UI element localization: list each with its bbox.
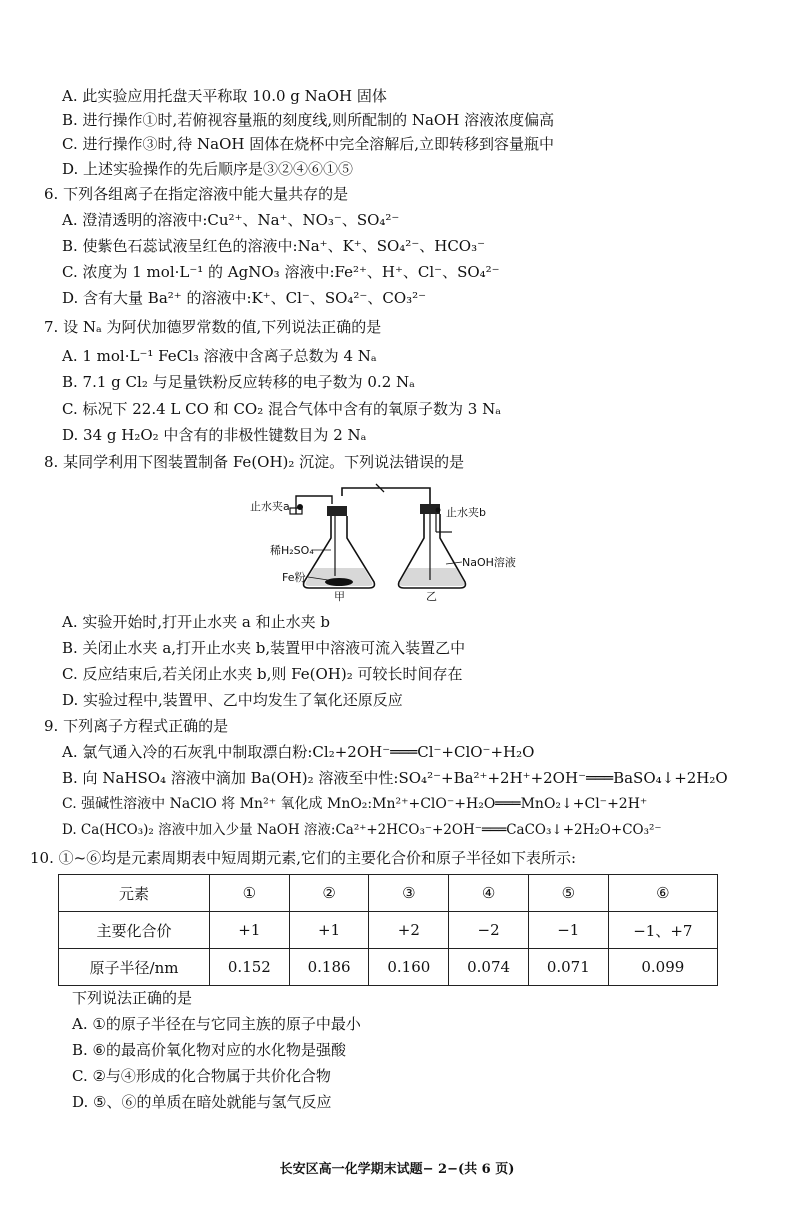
naoh-liquid (400, 568, 465, 586)
q6-option-c: C. 浓度为 1 mol·L⁻¹ 的 AgNO₃ 溶液中:Fe²⁺、H⁺、Cl⁻、SO₄²⁻ (62, 263, 500, 281)
header-cell: ⑥ (608, 875, 717, 912)
q7-option-a: A. 1 mol·L⁻¹ FeCl₃ 溶液中含离子总数为 4 Nₐ (62, 347, 377, 365)
table-cell: −1、+7 (608, 912, 717, 949)
q6-option-b: B. 使紫色石蕊试液呈红色的溶液中:Na⁺、K⁺、SO₄²⁻、HCO₃⁻ (62, 237, 486, 255)
q10-option-c: C. ②与④形成的化合物属于共价化合物 (72, 1067, 331, 1085)
header-cell: ③ (369, 875, 449, 912)
q8-option-a: A. 实验开始时,打开止水夹 a 和止水夹 b (62, 613, 330, 631)
q8-option-b: B. 关闭止水夹 a,打开止水夹 b,装置甲中溶液可流入装置乙中 (62, 639, 466, 657)
table-cell: −1 (528, 912, 608, 949)
label-acid: 稀H₂SO₄ (270, 544, 314, 557)
q7-option-d: D. 34 g H₂O₂ 中含有的非极性键数目为 2 Nₐ (62, 426, 367, 444)
q7-option-b: B. 7.1 g Cl₂ 与足量铁粉反应转移的电子数为 0.2 Nₐ (62, 373, 415, 391)
q9-option-a: A. 氯气通入冷的石灰乳中制取漂白粉:Cl₂+2OH⁻═══Cl⁻+ClO⁻+H₂O (62, 743, 535, 761)
table-cell: +1 (289, 912, 369, 949)
q10-option-a: A. ①的原子半径在与它同主族的原子中最小 (72, 1015, 361, 1033)
page-footer (0, 1158, 794, 1177)
table-cell: +2 (369, 912, 449, 949)
apparatus-diagram (236, 480, 566, 602)
header-cell: ① (210, 875, 290, 912)
label-flask-left: 甲 (334, 590, 345, 602)
table-row (59, 912, 718, 949)
table-cell: 0.160 (369, 949, 449, 986)
q10-stem: 10. ①~⑥均是元素周期表中短周期元素,它们的主要化合价和原子半径如下表所示: (30, 849, 577, 867)
q9-option-b: B. 向 NaHSO₄ 溶液中滴加 Ba(OH)₂ 溶液至中性:SO₄²⁻+Ba²⁺+2H⁺+2OH⁻═══BaSO₄↓+2H₂O (62, 769, 728, 787)
q9-stem: 9. 下列离子方程式正确的是 (44, 717, 229, 735)
element-table (58, 874, 718, 986)
valence-label: 主要化合价 (59, 912, 210, 949)
table-cell: 0.071 (528, 949, 608, 986)
table-header-row (59, 875, 718, 912)
table-cell: −2 (449, 912, 529, 949)
q10-option-d: D. ⑤、⑥的单质在暗处就能与氢气反应 (72, 1093, 332, 1111)
q5-option-a: A. 此实验应用托盘天平称取 10.0 g NaOH 固体 (62, 87, 387, 105)
q8-stem: 8. 某同学利用下图装置制备 Fe(OH)₂ 沉淀。下列说法错误的是 (44, 453, 465, 471)
table-cell: 0.099 (608, 949, 717, 986)
table-cell: 0.074 (449, 949, 529, 986)
q7-option-c: C. 标况下 22.4 L CO 和 CO₂ 混合气体中含有的氧原子数为 3 Nₐ (62, 400, 502, 418)
iron-powder (325, 578, 353, 586)
q9-option-c: C. 强碱性溶液中 NaClO 将 Mn²⁺ 氧化成 MnO₂:Mn²⁺+ClO⁻+H₂O═══MnO₂↓+Cl⁻+2H⁺ (62, 796, 648, 812)
q5-option-c: C. 进行操作③时,待 NaOH 固体在烧杯中完全溶解后,立即转移到容量瓶中 (62, 135, 554, 153)
label-clamp-a: 止水夹a (250, 500, 290, 513)
q6-option-a: A. 澄清透明的溶液中:Cu²⁺、Na⁺、NO₃⁻、SO₄²⁻ (62, 211, 400, 229)
label-clamp-b: 止水夹b (446, 506, 486, 519)
radius-label: 原子半径/nm (59, 949, 210, 986)
header-cell: ⑤ (528, 875, 608, 912)
q6-option-d: D. 含有大量 Ba²⁺ 的溶液中:K⁺、Cl⁻、SO₄²⁻、CO₃²⁻ (62, 289, 427, 307)
header-cell: ④ (449, 875, 529, 912)
header-cell: 元素 (59, 875, 210, 912)
header-cell: ② (289, 875, 369, 912)
clamp-a-icon (297, 504, 303, 510)
stopper-left (327, 506, 347, 516)
q5-option-d: D. 上述实验操作的先后顺序是③②④⑥①⑤ (62, 160, 354, 178)
table-cell: 0.186 (289, 949, 369, 986)
label-iron: Fe粉 (282, 571, 306, 584)
q6-stem: 6. 下列各组离子在指定溶液中能大量共存的是 (44, 185, 349, 203)
connecting-tube (342, 488, 430, 504)
q9-option-d: D. Ca(HCO₃)₂ 溶液中加入少量 NaOH 溶液:Ca²⁺+2HCO₃⁻+2OH⁻═══CaCO₃↓+2H₂O+CO₃²⁻ (62, 822, 662, 838)
clamp-b-icon (436, 508, 441, 513)
table-cell: 0.152 (210, 949, 290, 986)
label-naoh: NaOH溶液 (462, 556, 516, 569)
q10-prompt: 下列说法正确的是 (72, 989, 193, 1007)
table-row (59, 949, 718, 986)
q5-option-b: B. 进行操作①时,若俯视容量瓶的刻度线,则所配制的 NaOH 溶液浓度偏高 (62, 111, 555, 129)
q7-stem: 7. 设 Nₐ 为阿伏加德罗常数的值,下列说法正确的是 (44, 318, 382, 336)
footer-text: 长安区高一化学期末试题− 2−(共 6 页) (279, 1162, 515, 1177)
q8-option-c: C. 反应结束后,若关闭止水夹 b,则 Fe(OH)₂ 可较长时间存在 (62, 665, 463, 683)
q10-option-b: B. ⑥的最高价氧化物对应的水化物是强酸 (72, 1041, 347, 1059)
table-cell: +1 (210, 912, 290, 949)
q8-option-d: D. 实验过程中,装置甲、乙中均发生了氧化还原反应 (62, 691, 403, 709)
label-flask-right: 乙 (426, 590, 437, 602)
